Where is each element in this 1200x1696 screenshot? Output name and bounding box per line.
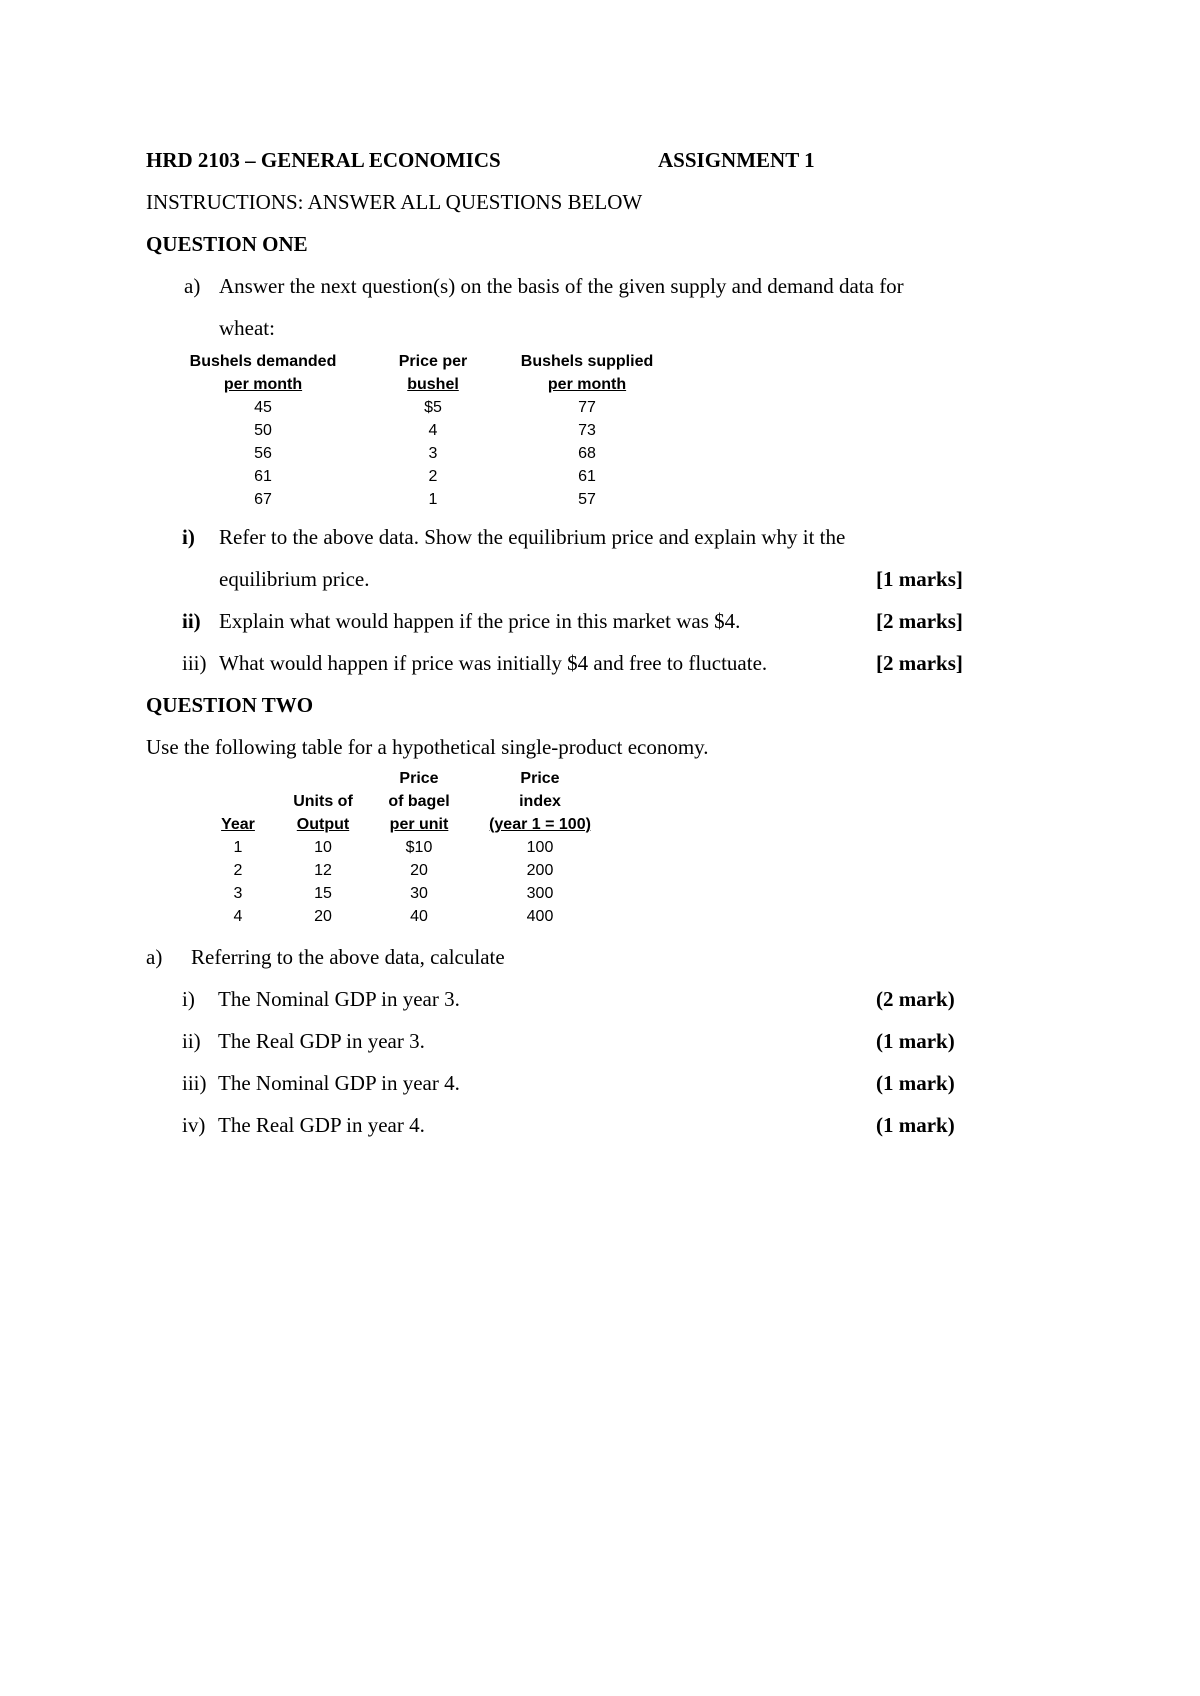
table-header: Output — [296, 816, 350, 833]
q2-item-text: The Real GDP in year 3. — [218, 1029, 425, 1053]
q2-item-marks: (2 mark) — [876, 987, 955, 1011]
assignment-title: ASSIGNMENT 1 — [658, 148, 815, 172]
table-cell: 67 — [254, 491, 272, 508]
course-title: HRD 2103 – GENERAL ECONOMICS — [146, 148, 501, 172]
q2-item-text: The Nominal GDP in year 3. — [218, 987, 460, 1011]
q2-item-marks: (1 mark) — [876, 1029, 955, 1053]
table-header: Year — [221, 816, 255, 833]
table-header: Price — [520, 770, 560, 787]
q1-item-number: i) — [182, 525, 195, 549]
table-header: Bushels supplied — [520, 353, 654, 370]
q2-item-marks: (1 mark) — [876, 1113, 955, 1137]
table-cell: 2 — [233, 862, 243, 879]
table-cell: 20 — [314, 908, 332, 925]
table-header: Units of — [293, 793, 353, 810]
q2-item-number: ii) — [182, 1029, 201, 1053]
table-cell: 57 — [578, 491, 596, 508]
table-header: Price per — [398, 353, 468, 370]
q1-item-marks: [2 marks] — [876, 651, 963, 675]
table-header: bushel — [407, 376, 459, 393]
table-header: per unit — [389, 816, 449, 833]
table-header: index — [519, 793, 561, 810]
q1-item-text: Refer to the above data. Show the equilibrium price and explain why it the — [219, 525, 846, 549]
table-cell: 15 — [314, 885, 332, 902]
q1-part-a-label: a) — [184, 274, 201, 298]
table-cell: 40 — [410, 908, 428, 925]
q2-part-a-text: Referring to the above data, calculate — [191, 945, 505, 969]
table-header: per month — [547, 376, 627, 393]
q2-item-text: The Real GDP in year 4. — [218, 1113, 425, 1137]
question-two-title: QUESTION TWO — [146, 693, 314, 717]
q2-intro: Use the following table for a hypothetical single-product economy. — [146, 735, 709, 759]
q2-item-number: iii) — [182, 1071, 207, 1095]
table-cell: 77 — [578, 399, 596, 416]
q1-item-marks: [2 marks] — [876, 609, 963, 633]
table-cell: 200 — [526, 862, 554, 879]
table-header: Price — [399, 770, 439, 787]
table-cell: 10 — [314, 839, 332, 856]
q1-item-number: ii) — [182, 609, 201, 633]
q1-item-marks: [1 marks] — [876, 567, 963, 591]
table-cell: 4 — [233, 908, 243, 925]
q2-item-number: i) — [182, 987, 195, 1011]
table-cell: $5 — [424, 399, 442, 416]
q1-item-number: iii) — [182, 651, 207, 675]
table-cell: 73 — [578, 422, 596, 439]
table-cell: 1 — [428, 491, 438, 508]
table-cell: 3 — [428, 445, 438, 462]
table-cell: 30 — [410, 885, 428, 902]
table-cell: 61 — [254, 468, 272, 485]
table-cell: 400 — [526, 908, 554, 925]
q1-item-text-cont: equilibrium price. — [219, 567, 370, 591]
table-cell: 3 — [233, 885, 243, 902]
question-one-title: QUESTION ONE — [146, 232, 308, 256]
table-cell: 45 — [254, 399, 272, 416]
table-cell: 56 — [254, 445, 272, 462]
table-cell: 4 — [428, 422, 438, 439]
q1-part-a-text-cont: wheat: — [219, 316, 275, 340]
table-cell: 1 — [233, 839, 243, 856]
table-cell: 50 — [254, 422, 272, 439]
instructions: INSTRUCTIONS: ANSWER ALL QUESTIONS BELOW — [146, 190, 643, 214]
table-cell: 61 — [578, 468, 596, 485]
q2-part-a-label: a) — [146, 945, 163, 969]
table-cell: 2 — [428, 468, 438, 485]
table-cell: 12 — [314, 862, 332, 879]
q2-item-marks: (1 mark) — [876, 1071, 955, 1095]
table-cell: 100 — [526, 839, 554, 856]
table-header: Bushels demanded — [189, 353, 337, 370]
table-cell: 300 — [526, 885, 554, 902]
table-cell: 20 — [410, 862, 428, 879]
table-header: per month — [223, 376, 303, 393]
q1-item-text: What would happen if price was initially $4 and free to fluctuate. — [219, 651, 768, 675]
q2-item-number: iv) — [182, 1113, 206, 1137]
table-header: of bagel — [388, 793, 450, 810]
q1-item-text: Explain what would happen if the price in this market was $4. — [219, 609, 741, 633]
table-cell: $10 — [405, 839, 433, 856]
table-header: (year 1 = 100) — [489, 816, 591, 833]
table-cell: 68 — [578, 445, 596, 462]
q2-item-text: The Nominal GDP in year 4. — [218, 1071, 460, 1095]
q1-part-a-text: Answer the next question(s) on the basis of the given supply and demand data for — [219, 274, 904, 298]
